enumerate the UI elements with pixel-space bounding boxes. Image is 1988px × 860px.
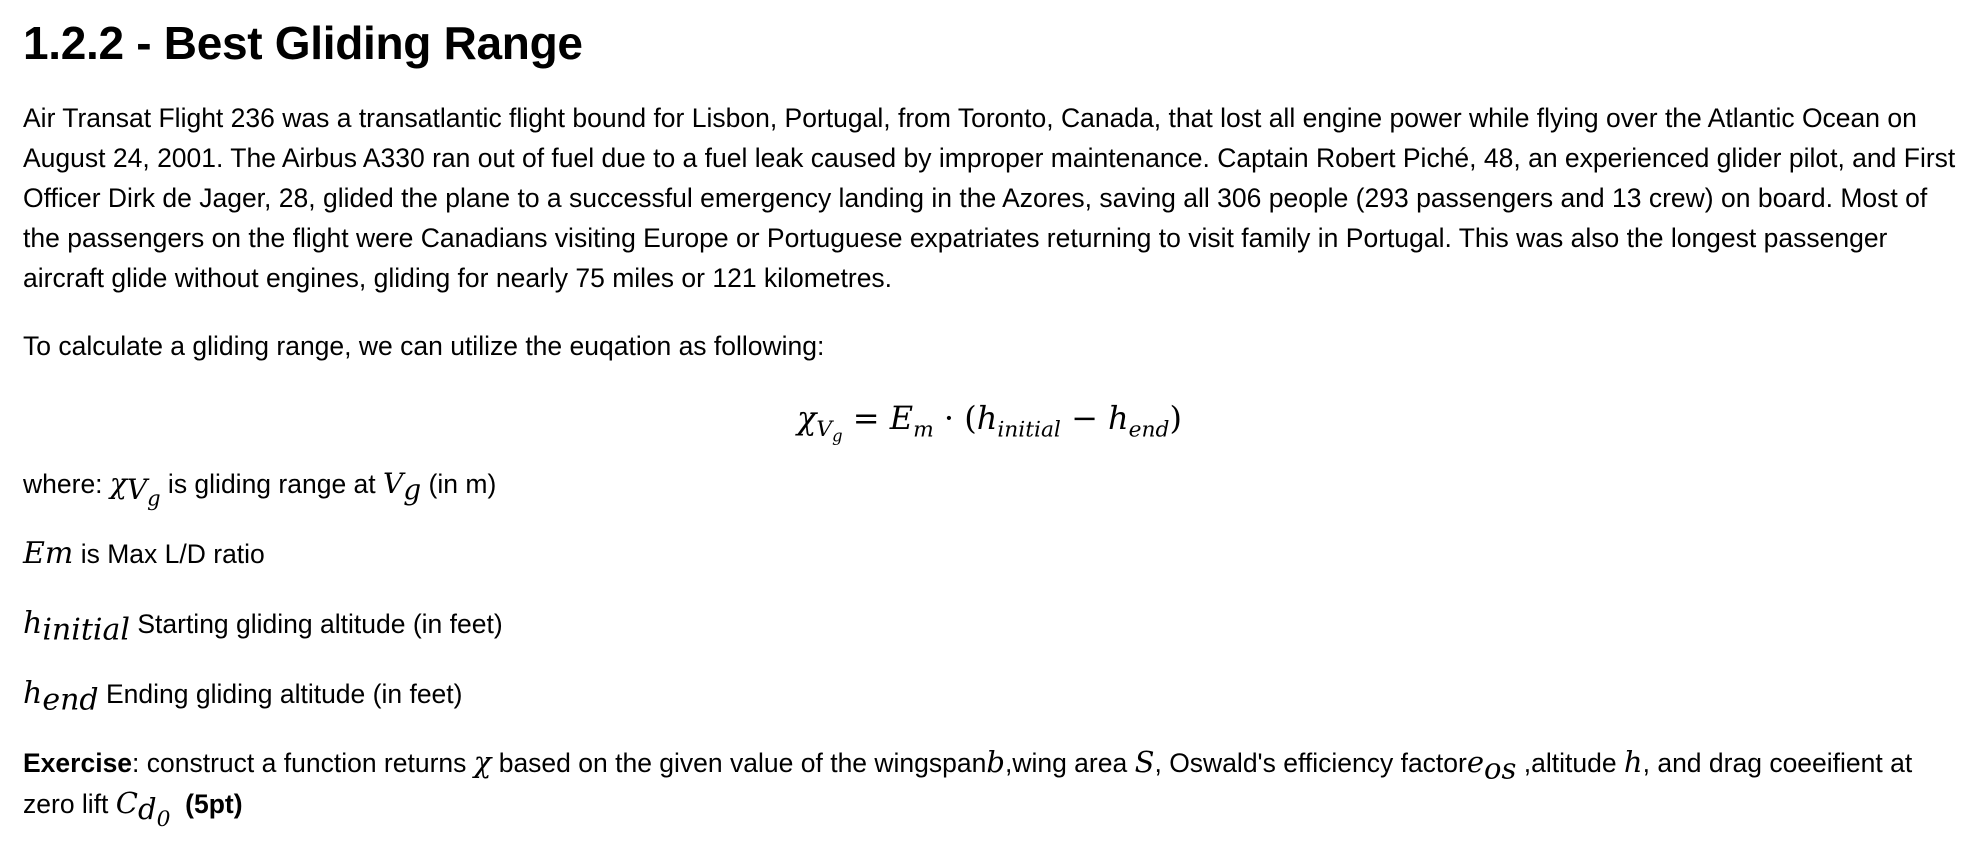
gliding-range-equation — [23, 398, 1964, 446]
eq-minus: − — [1060, 399, 1109, 437]
exercise-text-4: , Oswald's efficiency factor — [1154, 748, 1467, 778]
exercise-C-subsub: 0 — [156, 807, 171, 833]
eq-chi-symbol: χ — [797, 399, 817, 437]
eq-close-paren: ) — [1169, 399, 1182, 437]
exercise-text-3: ,wing area — [1004, 748, 1135, 778]
definition-em — [23, 534, 1964, 574]
exercise-label: Exercise — [23, 748, 133, 778]
exercise-text-1: : construct a function returns — [132, 748, 474, 778]
exercise-e-sub: os — [1484, 751, 1517, 786]
where-vg-symbol: V — [383, 467, 404, 500]
eq-h2-sub: end — [1128, 417, 1170, 443]
eq-equals: = — [842, 399, 890, 437]
where-prefix: where: — [23, 469, 110, 499]
eq-em-symbol: E — [889, 399, 914, 437]
where-chi-sub: V — [126, 473, 148, 507]
eq-h2-symbol: h — [1108, 399, 1129, 437]
where-text-end: (in m) — [421, 469, 497, 499]
def-h-end-text: Ending gliding altitude (in feet) — [98, 679, 463, 709]
exercise-S: S — [1134, 745, 1155, 779]
eq-chi-subsub: g — [832, 426, 843, 446]
eq-h1-sub: initial — [997, 417, 1061, 443]
definition-h-initial — [23, 604, 1964, 648]
exercise-C-sub: d — [137, 792, 157, 827]
eq-chi-sub: V — [816, 417, 833, 443]
where-chi-subsub: g — [147, 486, 161, 511]
section-title: 1.2.2 - Best Gliding Range — [23, 17, 583, 69]
def-h-end-symbol: h — [23, 676, 43, 711]
exercise-points: (5pt) — [185, 789, 243, 819]
eq-dot-paren: · ( — [933, 399, 977, 437]
where-text-mid: is gliding range at — [160, 469, 384, 499]
calc-intro-text: To calculate a gliding range, we can utilize the euqation as following: — [23, 331, 825, 361]
exercise-text-5: ,altitude — [1516, 748, 1624, 778]
exercise-text-2: based on the given value of the wingspan — [491, 748, 987, 778]
def-h-end-sub: end — [42, 682, 99, 718]
exercise-h: h — [1623, 745, 1643, 779]
where-vg-sub: g — [403, 473, 422, 507]
where-chi-symbol: χ — [109, 467, 127, 500]
def-em-text: is Max L/D ratio — [73, 539, 265, 569]
def-h-initial-text: Starting gliding altitude (in feet) — [129, 609, 503, 639]
exercise-paragraph — [23, 742, 1964, 833]
def-em-symbol: Em — [23, 536, 74, 571]
exercise-e: e — [1466, 745, 1485, 779]
exercise-b: b — [986, 745, 1005, 779]
eq-h1-symbol: h — [976, 399, 998, 437]
notebook-cell — [0, 17, 1988, 833]
exercise-text-6: , and drag coeeifient at zero lift — [23, 748, 1913, 819]
exercise-C: C — [115, 786, 138, 820]
def-h-initial-sub: initial — [42, 612, 130, 648]
intro-paragraph: Air Transat Flight 236 was a transatlantic flight bound for Lisbon, Portugal, from Toronto, Canada, that lost all engine power while flying over the Atlantic Ocean on August 24, 2001. The Airbus A330 ran out of fuel due to a fuel leak caused by improper maintenance. Captain Robert Piché, 48, an experienced glider pilot, and First Officer Dirk de Jager, 28, glided the plane to a successful emergency landing in the Azores, saving all 306 people (293 passengers and 13 crew) on board. Most of the passengers on the flight were Canadians visiting Europe or Portuguese expatriates returning to visit family in Portugal. This was also the longest passenger aircraft glide without engines, gliding for nearly 75 miles or 121 kilometres. — [23, 103, 1956, 293]
where-line — [23, 464, 1964, 511]
def-h-initial-symbol: h — [23, 606, 43, 641]
eq-em-sub: m — [913, 417, 934, 443]
exercise-chi: χ — [473, 745, 492, 779]
definition-h-end — [23, 674, 1964, 718]
